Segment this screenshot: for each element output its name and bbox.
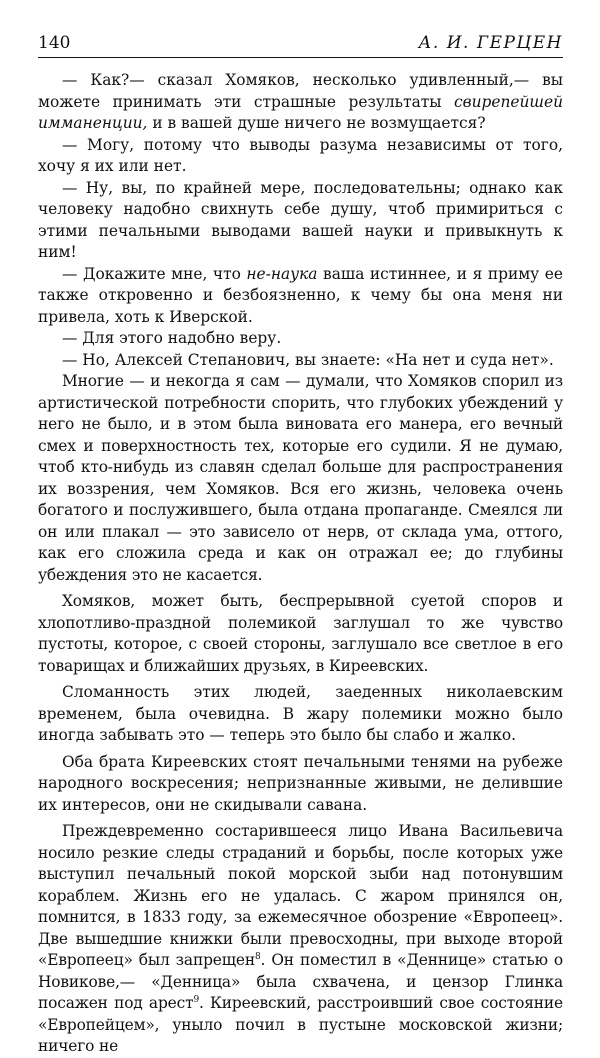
paragraph-3: — Ну, вы, по крайней мере, последовательны; однако как человеку надобно свихнуть себе душу, чтоб примириться с этими печальными выводами вашей науки и привыкнуть к ним! <box>38 178 563 261</box>
page-number: 140 <box>38 33 71 53</box>
paragraph-1: — Как?— сказал Хомяков, несколько удивленный,— вы можете принимать эти страшные результаты свирепейшей имманенции, и в вашей душе ничего не возмущается? <box>38 71 563 132</box>
emphasis-non-science: не-наука <box>246 264 318 283</box>
paragraph-5: — Для этого надобно веру. <box>62 329 282 347</box>
paragraph-2: — Могу, потому что выводы разума независимы от того, хочу я их или нет. <box>38 135 563 175</box>
running-title: А. И. ГЕРЦЕН <box>418 33 563 53</box>
paragraph-11: Преждевременно состарившееся лицо Ивана Васильевича носило резкие следы страданий и борьбы, после которых уже выступил печальный покой морской зыби над потонувшим кораблем. Жизнь его не удалась. С жаром принялся он, помнится, в 1833 году, за ежемесячное обозрение «Европеец». Две вышедшие книжки были превосходны, при выходе второй «Европеец» был запрещен$^8$. Он поместил в «Деннице» статью о Новикове,— «Денница» была схвачена, и цензор Глинка посажен под арест$^9$. Киреевский, расстроивший свое состояние «Европейцем», уныло почил в пустыне московской жизни; ничего не <box>38 822 564 1055</box>
page-header <box>38 33 563 58</box>
paragraph-8: Хомяков, может быть, беспрерывной суетой споров и хлопотливо-праздной полемикой заглушал то же чувство пустоты, которое, с своей стороны, заглушало все светлое в его товарищах и ближайших друзьях, в Киреевских. <box>38 592 563 675</box>
paragraph-9: Сломанность этих людей, заеденных николаевским временем, была очевидна. В жару полемики можно было иногда забывать это — теперь это было бы слабо и жалко. <box>38 683 563 744</box>
body-text <box>38 70 563 1058</box>
paragraph-10: Оба брата Киреевских стоят печальными тенями на рубеже народного воскресения; непризнанные живыми, не делившие их интересов, они не скидывали савана. <box>38 752 563 814</box>
paragraph-4: — Докажите мне, что не-наука ваша истиннее, и я приму ее также откровенно и безбоязненно, к чему бы она меня ни привела, хоть к Иверской. <box>38 264 563 326</box>
paragraph-6: — Но, Алексей Степанович, вы знаете: «На нет и суда нет». <box>62 350 554 369</box>
footnote-ref-8[interactable]: 8 <box>254 951 261 962</box>
paragraph-7: Многие — и некогда я сам — думали, что Хомяков спорил из артистической потребности спорить, что глубоких убеждений у него не было, и в этом была виновата его манера, его вечный смех и поверхностность тех, которые его судили. Я не думаю, чтоб кто-нибудь из славян сделал больше для распространения их воззрения, чем Хомяков. Вся его жизнь, человека очень богатого и послужившего, была отдана пропаганде. Смеялся ли он или плакал — это зависело от нерв, от склада ума, оттого, как его сложила среда и как он отражал ее; до глубины убеждения это не касается. <box>38 372 563 584</box>
emphasis-immanence: свирепейшей имманенции, <box>38 92 563 132</box>
footnote-ref-9[interactable]: 9 <box>193 994 200 1005</box>
book-page <box>38 33 563 1058</box>
